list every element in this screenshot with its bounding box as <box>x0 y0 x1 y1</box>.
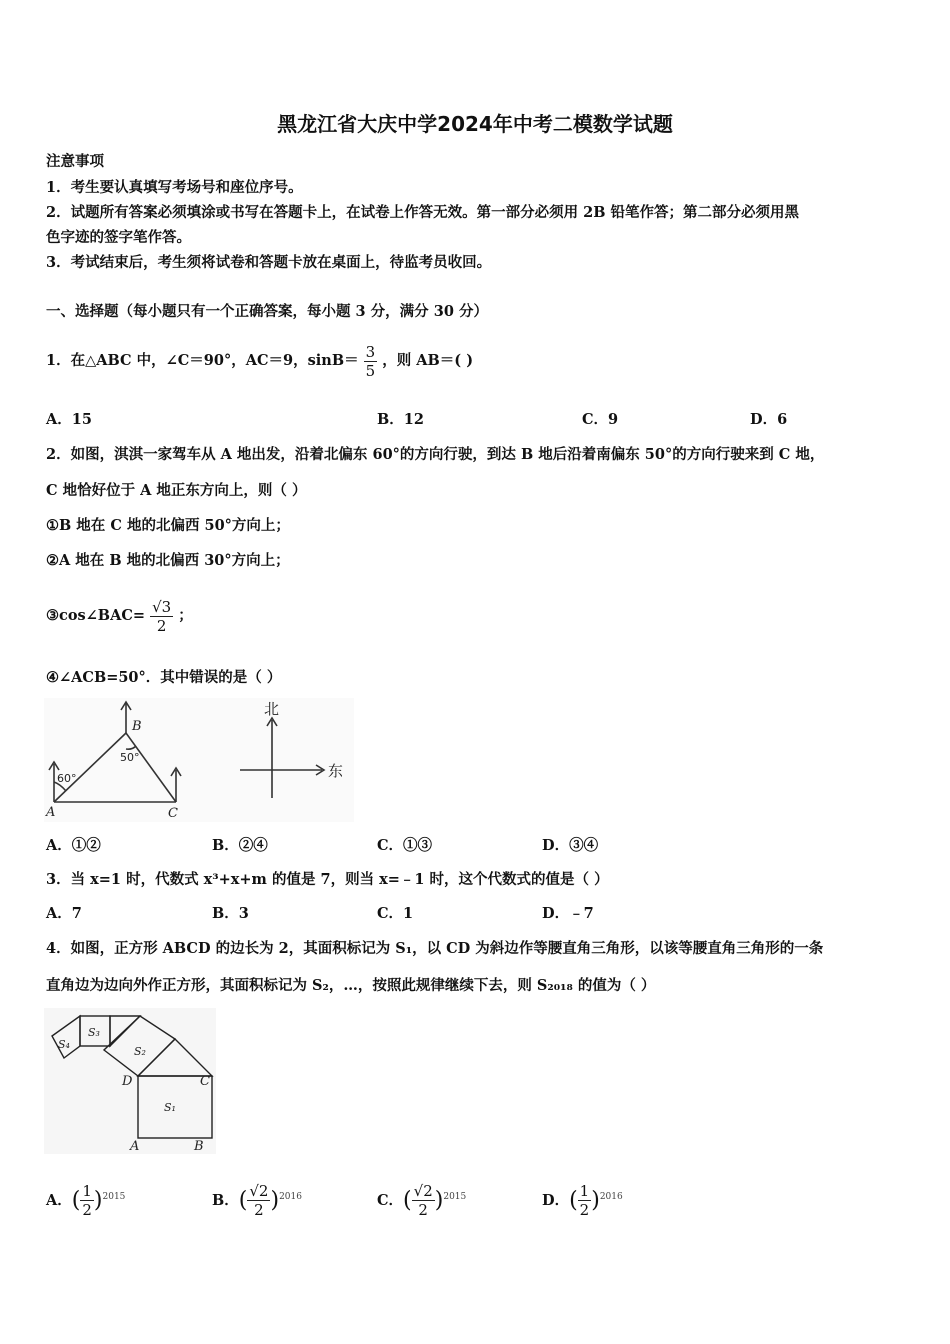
q4-label-s4: S₄ <box>58 1038 70 1051</box>
q4-d-num: 1 <box>579 1182 590 1201</box>
q4-label-c: C <box>200 1074 210 1089</box>
q2-statement-1: ①B 地在 C 地的北偏西 50°方向上； <box>46 517 290 534</box>
q4-d-fraction <box>578 1182 592 1219</box>
q4-label-s2: S₂ <box>134 1045 146 1058</box>
label-b: B <box>132 719 142 734</box>
q4-d-den: 2 <box>579 1201 590 1220</box>
q2-option-c[interactable]: C．①③ <box>377 837 433 854</box>
q4-b-paren-left: ( <box>238 1187 248 1213</box>
q2-option-d[interactable]: D．③④ <box>542 837 599 854</box>
q4-d-letter: D． <box>542 1191 570 1209</box>
q4-option-c[interactable] <box>377 1168 466 1230</box>
q4-b-num: √2 <box>249 1182 269 1201</box>
q1-stem-b: ，则 AB＝( ) <box>382 352 474 369</box>
q1-option-c[interactable]: C．9 <box>582 411 619 428</box>
q4-c-exp: 2015 <box>443 1192 467 1202</box>
q3-option-b[interactable]: B．3 <box>212 905 249 922</box>
q4-c-den: 2 <box>418 1201 428 1220</box>
q4-option-a[interactable] <box>46 1168 125 1230</box>
q4-b-paren-right: ) <box>270 1187 280 1213</box>
q1-option-d[interactable]: D．6 <box>750 411 788 428</box>
q2-figure <box>44 698 354 822</box>
q4-c-num: √2 <box>413 1182 433 1201</box>
q2-s3-den: 2 <box>156 616 167 635</box>
q4-c-paren-right: ) <box>434 1187 444 1213</box>
q4-a-exp: 2015 <box>102 1192 126 1202</box>
q1-option-b[interactable]: B．12 <box>377 411 424 428</box>
q2-statement-3 <box>46 586 193 646</box>
q4-a-paren-right: ) <box>93 1187 103 1213</box>
q4-label-d: D <box>122 1074 133 1089</box>
page-title: 黑龙江省大庆中学2024年中考二模数学试题 <box>277 112 673 136</box>
q3-stem: 3．当 x=1 时，代数式 x³+x+m 的值是 7，则当 x=﹣1 时，这个代数式的值是（ ） <box>46 871 609 888</box>
q2-statement-4: ④∠ACB=50°．其中错误的是（ ） <box>46 669 282 686</box>
q4-d-paren-right: ) <box>591 1187 600 1213</box>
q4-label-b: B <box>194 1139 204 1154</box>
q2-figure-bg <box>44 698 354 822</box>
q2-s3-fraction <box>150 598 173 635</box>
notice-heading: 注意事项 <box>46 153 104 170</box>
q2-statement-2: ②A 地在 B 地的北偏西 30°方向上； <box>46 552 290 569</box>
q2-option-a[interactable]: A．①② <box>46 837 101 854</box>
label-a: A <box>46 805 56 820</box>
notice-item-3: 3．考试结束后，考生须将试卷和答题卡放在桌面上，待监考员收回。 <box>46 254 492 271</box>
q4-b-exp: 2016 <box>279 1192 302 1202</box>
label-north: 北 <box>264 700 280 718</box>
q1-stem-a: 1．在△ABC 中，∠C＝90°，AC＝9，sinB＝ <box>46 352 359 369</box>
q2-line-2: C 地恰好位于 A 地正东方向上，则（ ） <box>46 482 307 499</box>
q4-label-a: A <box>130 1139 140 1154</box>
q3-option-a[interactable]: A．7 <box>46 905 82 922</box>
question-1 <box>46 334 473 388</box>
q4-a-letter: A． <box>46 1191 72 1209</box>
label-c: C <box>168 806 178 821</box>
q4-line-2: 直角边为边向外作正方形，其面积标记为 S₂，…，按照此规律继续下去，则 S₂₀₁₈ 的值为（ ） <box>46 977 656 994</box>
q2-s3-num: √3 <box>152 597 172 616</box>
q4-b-fraction <box>247 1182 270 1219</box>
q1-fraction <box>364 343 378 380</box>
q1-frac-num: 3 <box>365 342 376 361</box>
label-50deg: 50° <box>120 751 140 764</box>
q1-option-a[interactable]: A．15 <box>46 411 92 428</box>
q4-label-s3: S₃ <box>88 1026 100 1039</box>
q2-option-b[interactable]: B．②④ <box>212 837 268 854</box>
section-heading: 一、选择题（每小题只有一个正确答案，每小题 3 分，满分 30 分） <box>46 303 488 320</box>
q4-d-exp: 2016 <box>599 1192 623 1202</box>
q1-frac-den: 5 <box>365 361 376 380</box>
label-east: 东 <box>328 762 344 780</box>
q4-d-paren-left: ( <box>569 1187 578 1213</box>
q4-a-num: 1 <box>82 1182 92 1201</box>
q4-option-d[interactable] <box>542 1168 623 1230</box>
q4-b-den: 2 <box>254 1201 264 1220</box>
q4-b-letter: B． <box>212 1191 239 1209</box>
q4-figure <box>44 1008 216 1154</box>
q4-label-s1: S₁ <box>164 1101 176 1114</box>
q4-line-1: 4．如图，正方形 ABCD 的边长为 2，其面积标记为 S₁，以 CD 为斜边作等腰直角三角形，以该等腰直角三角形的一条 <box>46 940 824 957</box>
q4-a-den: 2 <box>82 1201 92 1220</box>
q4-option-b[interactable] <box>212 1168 302 1230</box>
q4-a-paren-left: ( <box>71 1187 81 1213</box>
q2-s3-a: ③cos∠BAC= <box>46 607 146 624</box>
q4-c-fraction <box>412 1182 435 1219</box>
q3-option-d[interactable]: D．﹣7 <box>542 905 594 922</box>
q4-c-paren-left: ( <box>403 1187 412 1213</box>
q4-a-fraction <box>80 1182 94 1219</box>
q3-option-c[interactable]: C．1 <box>377 905 414 922</box>
q2-line-1: 2．如图，淇淇一家驾车从 A 地出发，沿着北偏东 60°的方向行驶，到达 B 地后沿着南偏东 50°的方向行驶来到 C 地， <box>46 446 825 463</box>
notice-item-1: 1．考生要认真填写考场号和座位序号。 <box>46 179 303 196</box>
label-60deg: 60° <box>57 772 77 785</box>
notice-item-2-cont: 色字迹的签字笔作答。 <box>46 229 191 246</box>
q4-c-letter: C． <box>377 1191 404 1209</box>
q2-s3-b: ； <box>178 607 193 624</box>
notice-item-2: 2．试题所有答案必须填涂或书写在答题卡上，在试卷上作答无效。第一部分必须用 2B 铅笔作答；第二部分必须用黑 <box>46 204 800 221</box>
